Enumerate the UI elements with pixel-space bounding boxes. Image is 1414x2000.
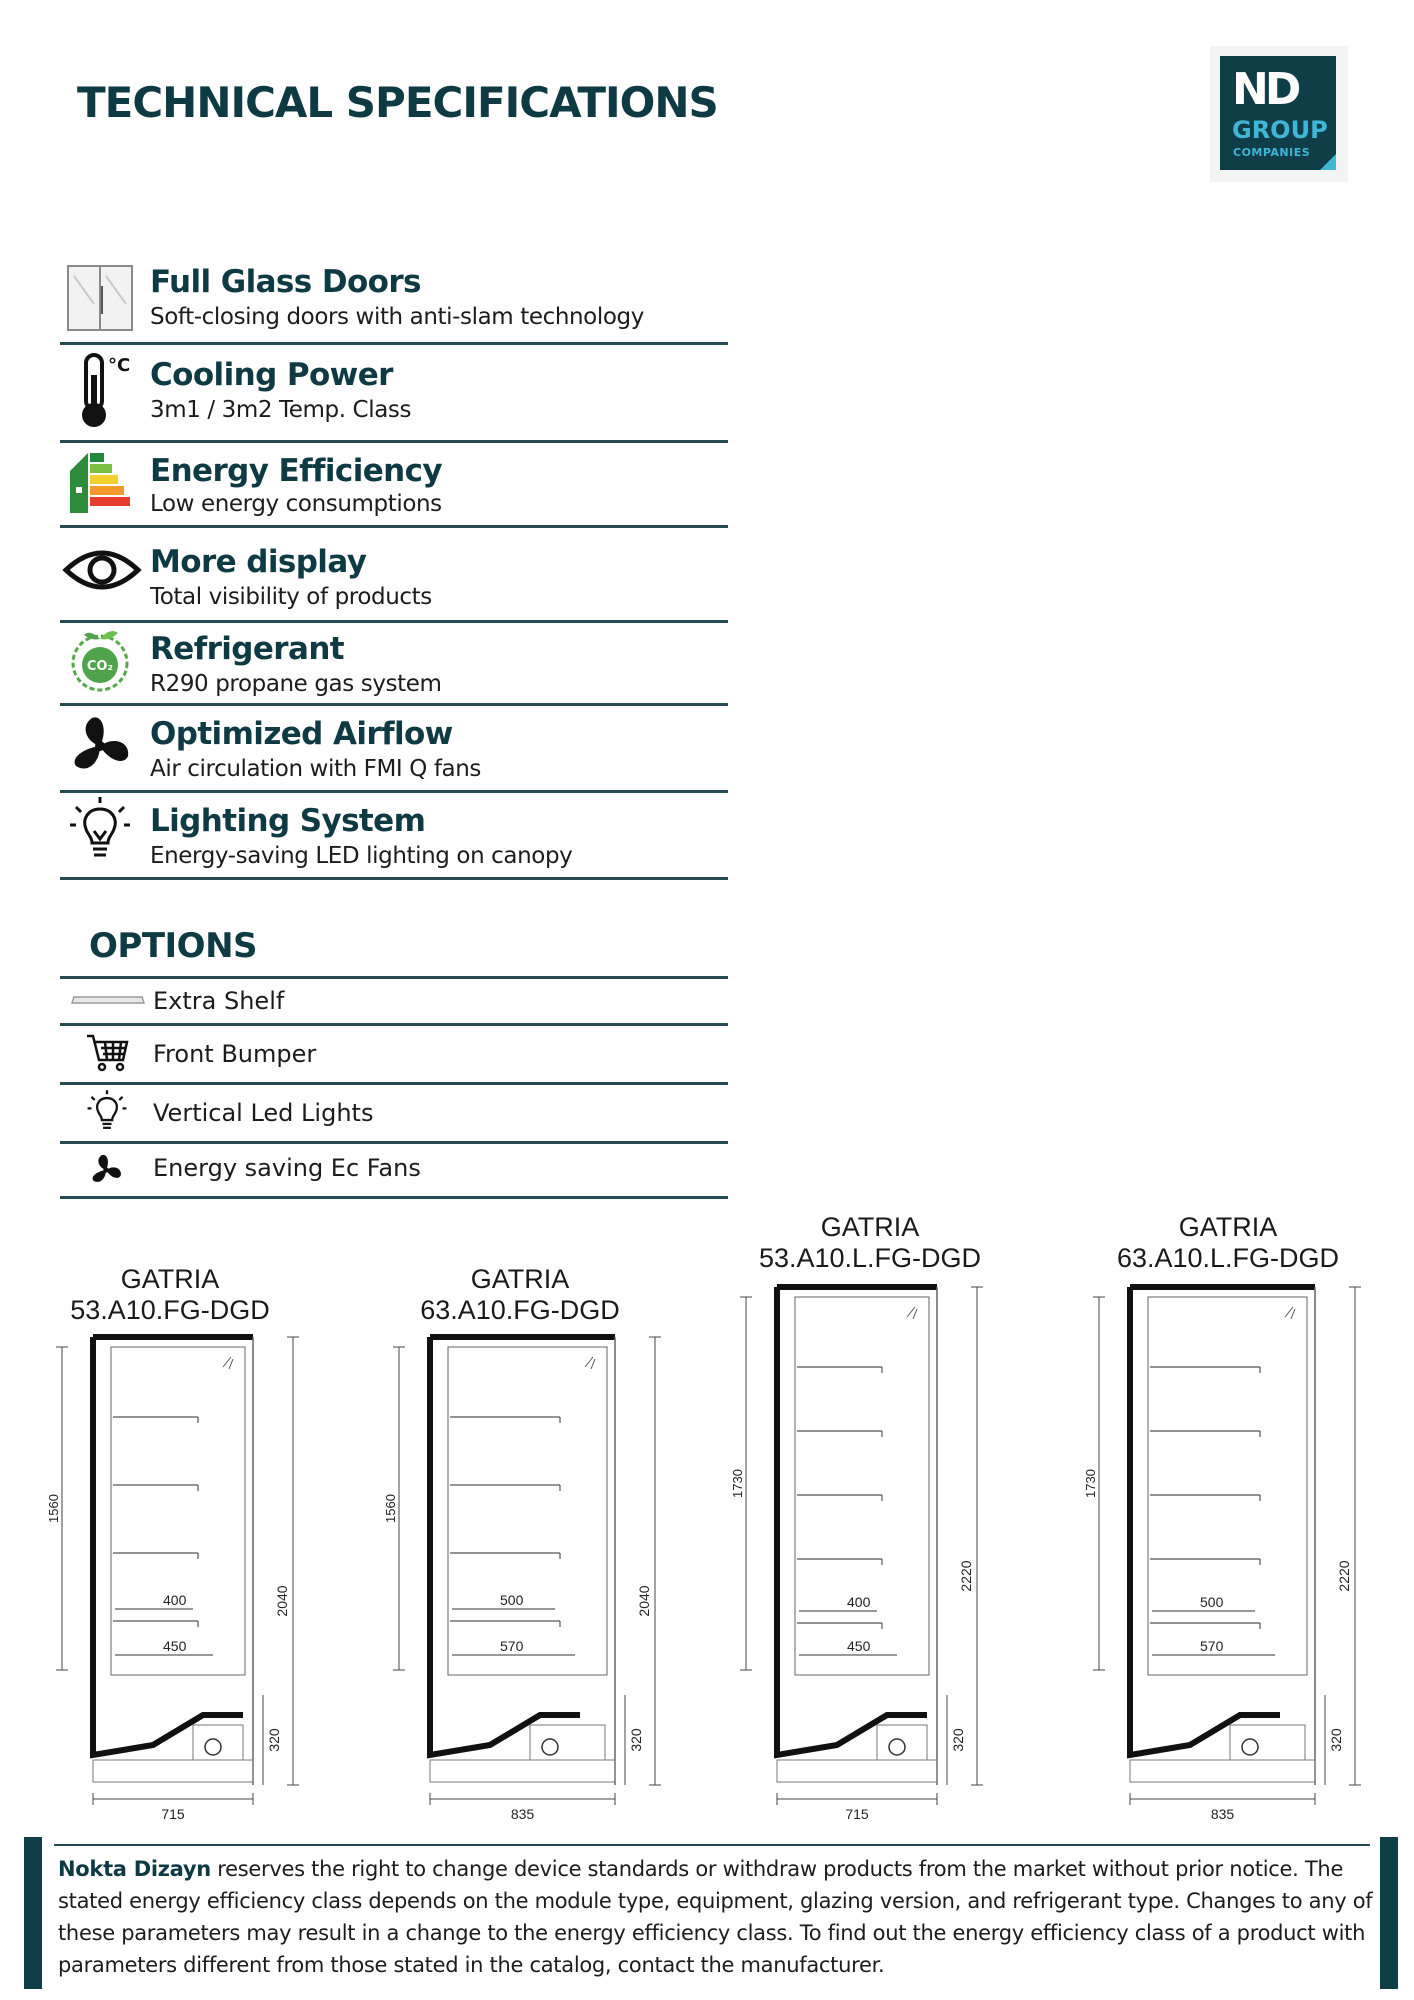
glass-door-icon <box>66 264 134 332</box>
cabinet-wall <box>430 1337 615 1755</box>
feature-title: Lighting System <box>150 803 426 839</box>
feature-full-glass-doors <box>60 262 728 345</box>
feature-subtitle: Total visibility of products <box>150 584 432 610</box>
feature-subtitle: Low energy consumptions <box>150 491 442 517</box>
page-title: TECHNICAL SPECIFICATIONS <box>77 78 718 127</box>
base-depth-label: 450 <box>163 1638 187 1654</box>
option-label: Energy saving Ec Fans <box>153 1154 421 1182</box>
svg-text:°C: °C <box>108 355 131 376</box>
cabinet-drawing-4 <box>1085 1275 1390 1825</box>
feature-more-display <box>60 528 728 623</box>
width-label: 715 <box>845 1806 869 1822</box>
cart-icon <box>85 1030 129 1074</box>
base-depth-label: 450 <box>847 1638 871 1654</box>
logo-companies-text: COMPANIES <box>1233 146 1311 159</box>
cabinet-inner <box>111 1347 245 1675</box>
model-brand: GATRIA <box>120 1264 220 1294</box>
lamp-mark <box>1291 1309 1295 1319</box>
shelf-depth-label: 500 <box>500 1592 524 1608</box>
footer-divider <box>54 1844 1370 1846</box>
lamp-mark <box>591 1359 595 1369</box>
cabinet-base <box>777 1760 937 1782</box>
compressor-box <box>193 1725 243 1760</box>
eye-icon <box>62 542 142 598</box>
width-label: 715 <box>161 1806 185 1822</box>
inner-height-label: 1560 <box>46 1494 61 1523</box>
feature-title: Full Glass Doors <box>150 264 421 300</box>
base-depth-label: 570 <box>1200 1638 1224 1654</box>
thermometer-icon <box>66 351 134 431</box>
lamp-mark <box>223 1357 231 1367</box>
disclaimer-body: reserves the right to change device standards or withdraw products from the market without prior notice. The stated energy efficiency class depends on the module type, equipment, glazing version, and refrigerant type. Changes to any of these parameters may result in a change to the energy efficiency class. To find out the energy efficiency class of a product with parameters different from those stated in the catalog, contact the manufacturer. <box>58 1857 1373 1977</box>
compressor-box <box>1230 1725 1305 1760</box>
lamp-mark <box>585 1357 593 1367</box>
model-code: 63.A10.L.FG-DGD <box>1116 1243 1340 1273</box>
option-label: Vertical Led Lights <box>153 1099 374 1127</box>
cabinet-base <box>93 1760 253 1782</box>
base-height-label: 320 <box>266 1728 282 1752</box>
model-brand: GATRIA <box>1178 1212 1278 1242</box>
lamp-mark <box>229 1359 233 1369</box>
feature-subtitle: Soft-closing doors with anti-slam technology <box>150 304 644 330</box>
company-logo <box>1210 46 1348 182</box>
cabinet-inner <box>795 1297 929 1675</box>
width-label: 835 <box>1210 1806 1235 1822</box>
compressor <box>1242 1739 1258 1755</box>
total-height-label: 2040 <box>274 1585 290 1617</box>
compressor <box>542 1739 558 1755</box>
model-caption-2 <box>410 1264 630 1326</box>
total-height-label: 2040 <box>636 1585 652 1617</box>
option-ec-fans <box>60 1144 728 1199</box>
shelf-icon <box>70 993 146 1009</box>
feature-optimized-airflow <box>60 706 728 793</box>
cabinet-base <box>430 1760 615 1782</box>
feature-lighting-system <box>60 793 728 880</box>
cabinet-inner <box>1148 1297 1307 1675</box>
feature-cooling-power <box>60 345 728 443</box>
shelf-depth-label: 400 <box>163 1592 187 1608</box>
compressor-box <box>530 1725 605 1760</box>
cabinet-wall <box>1130 1287 1315 1755</box>
feature-title: Refrigerant <box>150 631 345 667</box>
option-label: Extra Shelf <box>153 987 285 1015</box>
footer-bar-left <box>24 1837 42 1989</box>
compressor <box>889 1739 905 1755</box>
energy-label-icon <box>66 447 134 515</box>
feature-title: Cooling Power <box>150 357 393 393</box>
base-height-label: 320 <box>950 1728 966 1752</box>
disclaimer-text <box>58 1853 1378 1981</box>
inner-height-label: 1730 <box>1083 1469 1098 1498</box>
logo-badge <box>1220 56 1336 170</box>
width-label: 835 <box>510 1806 535 1822</box>
footer-bar-right <box>1380 1837 1398 1989</box>
total-height-label: 2220 <box>1336 1560 1352 1592</box>
svg-text:CO₂: CO₂ <box>86 659 114 674</box>
feature-subtitle: R290 propane gas system <box>150 671 442 697</box>
cabinet-wall <box>777 1287 937 1755</box>
option-label: Front Bumper <box>153 1040 317 1068</box>
cabinet-drawing-2 <box>385 1325 690 1825</box>
fan-icon <box>66 712 134 780</box>
feature-title: Optimized Airflow <box>150 716 453 752</box>
model-code: 63.A10.FG-DGD <box>420 1295 620 1325</box>
model-brand: GATRIA <box>820 1212 920 1242</box>
cabinet-wall <box>93 1337 253 1755</box>
option-vertical-led-lights <box>60 1085 728 1144</box>
light-bulb-icon <box>66 795 134 863</box>
model-brand: GATRIA <box>470 1264 570 1294</box>
shelf-depth-label: 400 <box>847 1594 871 1610</box>
feature-title: More display <box>150 544 367 580</box>
cabinet-base <box>1130 1760 1315 1782</box>
feature-energy-efficiency <box>60 443 728 528</box>
feature-title: Energy Efficiency <box>150 453 443 489</box>
model-code: 53.A10.L.FG-DGD <box>758 1243 982 1273</box>
option-front-bumper <box>60 1026 728 1085</box>
compressor <box>205 1739 221 1755</box>
options-title: OPTIONS <box>89 926 258 966</box>
shelf-depth-label: 500 <box>1200 1594 1224 1610</box>
base-depth-label: 570 <box>500 1638 524 1654</box>
lamp-mark <box>913 1309 917 1319</box>
inner-height-label: 1560 <box>383 1494 398 1523</box>
inner-height-label: 1730 <box>730 1469 745 1498</box>
model-caption-1 <box>60 1264 280 1326</box>
disclaimer-company: Nokta Dizayn <box>58 1857 211 1881</box>
disclaimer-footer <box>24 1837 1398 1989</box>
co2-leaf-icon <box>66 625 134 693</box>
light-bulb-icon <box>85 1089 129 1133</box>
feature-subtitle: Energy-saving LED lighting on canopy <box>150 843 573 869</box>
fan-icon <box>88 1152 124 1188</box>
model-caption-4 <box>1108 1212 1348 1274</box>
model-caption-3 <box>750 1212 990 1274</box>
base-height-label: 320 <box>1328 1728 1344 1752</box>
compressor-box <box>877 1725 927 1760</box>
logo-group-text: GROUP <box>1232 116 1328 144</box>
feature-subtitle: Air circulation with FMI Q fans <box>150 756 481 782</box>
feature-refrigerant <box>60 623 728 706</box>
total-height-label: 2220 <box>958 1560 974 1592</box>
lamp-mark <box>907 1307 915 1317</box>
model-code: 53.A10.FG-DGD <box>70 1295 270 1325</box>
cabinet-drawing-1 <box>48 1325 318 1825</box>
cabinet-drawing-3 <box>732 1275 1002 1825</box>
logo-mark: ND <box>1232 64 1298 115</box>
base-height-label: 320 <box>628 1728 644 1752</box>
feature-subtitle: 3m1 / 3m2 Temp. Class <box>150 397 412 423</box>
lamp-mark <box>1285 1307 1293 1317</box>
option-extra-shelf <box>60 979 728 1026</box>
cabinet-inner <box>448 1347 607 1675</box>
